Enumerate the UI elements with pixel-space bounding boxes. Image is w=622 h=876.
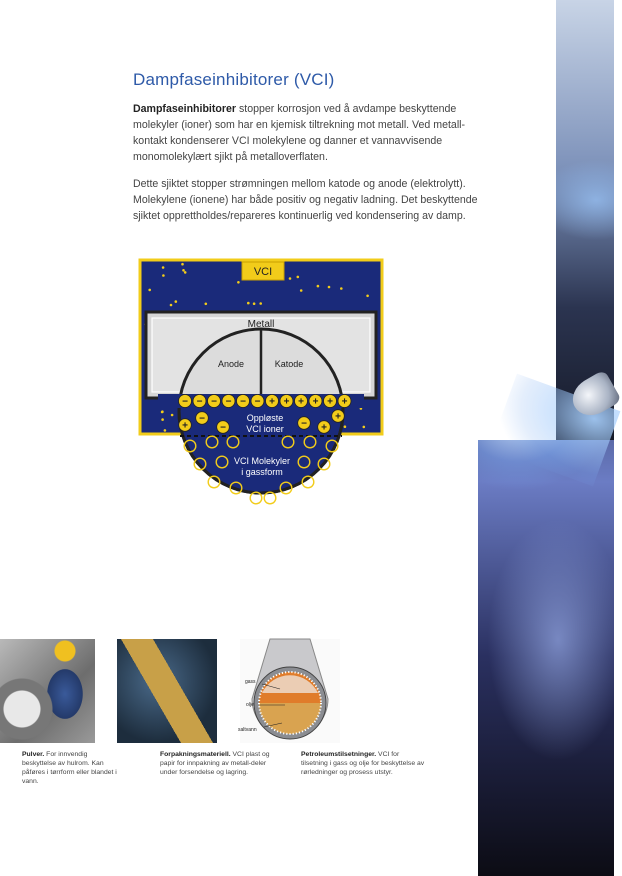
- vapor-dot: [184, 271, 187, 274]
- ion-sign: −: [196, 396, 203, 408]
- ion-sign: +: [341, 396, 348, 408]
- vapor-dot: [162, 274, 165, 277]
- ion-sign: +: [298, 396, 304, 408]
- vapor-dot: [328, 286, 331, 289]
- inset-label-olje: olje: [246, 702, 254, 708]
- second-paragraph: Dette sjiktet stopper strømningen mellom katode og anode (elektrolytt). Molekylene (ionene) har både positiv og negativ ladning. Det beskyttende sjiktet opprettholdes/repareres kontinuerlig ved kondensering av damp.: [133, 178, 478, 222]
- ion-sign: +: [182, 420, 188, 432]
- gas-label-line1: VCI Molekyler: [233, 456, 291, 466]
- caption-forpakning-text: VCI plast og papir for innpakning av metall-deler under forsendelse og lagring.: [160, 751, 270, 776]
- vapor-dot: [175, 300, 178, 303]
- ion-sign: −: [199, 413, 205, 425]
- vci-label: VCI: [253, 266, 273, 278]
- vapor-dot: [171, 414, 174, 417]
- vapor-dot: [344, 425, 347, 428]
- gas-label-line2: i gassform: [241, 467, 283, 477]
- ion-sign: +: [327, 396, 333, 408]
- metal-label: Metall: [247, 319, 275, 330]
- vapor-dot: [247, 302, 250, 305]
- vapor-dot: [161, 418, 164, 421]
- katode-label: Katode: [274, 359, 304, 369]
- inset-label-saltvann: saltvann: [238, 727, 257, 733]
- ion-sign: −: [225, 396, 232, 408]
- vapor-dot: [289, 277, 292, 280]
- intro-text: stopper korrosjon ved å avdampe beskyttende molekyler (ioner) som har en kjemisk tiltrekning mot metall. Ved metall-kontakt kondenserer VCI molekylene og danner et vannavvisende monomolekylært sjikt på metalloverflaten.: [133, 103, 466, 163]
- vapor-dot: [366, 295, 369, 298]
- vapor-dot: [340, 287, 343, 290]
- ion-sign: +: [335, 411, 341, 423]
- photo-forpakning: [117, 639, 217, 743]
- ions-label-line2: VCI ioner: [246, 424, 284, 434]
- vapor-dot: [297, 276, 300, 279]
- ion-sign: +: [321, 422, 327, 434]
- vapor-dot: [300, 289, 303, 292]
- vapor-dot: [161, 411, 164, 414]
- vapor-dot: [182, 269, 185, 272]
- ion-sign: −: [240, 396, 246, 408]
- caption-forpakning-title: Forpakningsmateriell.: [160, 751, 231, 758]
- caption-petroleum-text: VCI for tilsetning i gass og olje for beskyttelse av rørledninger og prosess utstyr.: [301, 751, 425, 776]
- photo-pulver: [0, 639, 95, 743]
- vapor-dot: [259, 302, 262, 305]
- caption-forpakning: [160, 750, 275, 777]
- vapor-dot: [181, 263, 184, 266]
- intro-term: Dampfaseinhibitorer: [133, 103, 237, 115]
- ion-sign: −: [211, 396, 217, 408]
- vapor-dot: [162, 266, 165, 269]
- vapor-dot: [253, 302, 256, 305]
- vapor-dot: [148, 289, 151, 292]
- page-title: Dampfaseinhibitorer (VCI): [133, 70, 335, 89]
- ion-sign: −: [301, 418, 307, 430]
- anode-label: Anode: [217, 359, 245, 369]
- ion-sign: +: [283, 396, 290, 408]
- ion-sign: −: [220, 422, 226, 434]
- ion-sign: +: [312, 396, 319, 408]
- vapor-dot: [164, 429, 167, 432]
- ion-sign: −: [254, 396, 261, 408]
- ions-label-line1: Oppløste: [246, 413, 284, 423]
- vapor-dot: [317, 285, 320, 288]
- caption-pulver: [22, 750, 117, 786]
- vapor-dot: [363, 426, 366, 429]
- vapor-dot: [205, 303, 208, 306]
- pipe-cross-section: [240, 639, 340, 743]
- caption-pulver-text: For innvendig beskyttelse av hulrom. Kan påføres i tørrform eller blandet i vann.: [22, 751, 117, 785]
- vapor-dot: [170, 304, 173, 307]
- caption-petroleum-title: Petroleumstilsetninger.: [301, 751, 377, 758]
- intro-paragraph: [133, 101, 493, 165]
- ion-sign: +: [269, 396, 275, 408]
- vci-diagram: [138, 258, 384, 520]
- caption-pulver-title: Pulver.: [22, 751, 45, 758]
- caption-petroleum: [301, 750, 426, 777]
- vapor-dot: [237, 281, 240, 284]
- ion-sign: −: [182, 396, 188, 408]
- inset-label-gass: gass: [245, 679, 256, 685]
